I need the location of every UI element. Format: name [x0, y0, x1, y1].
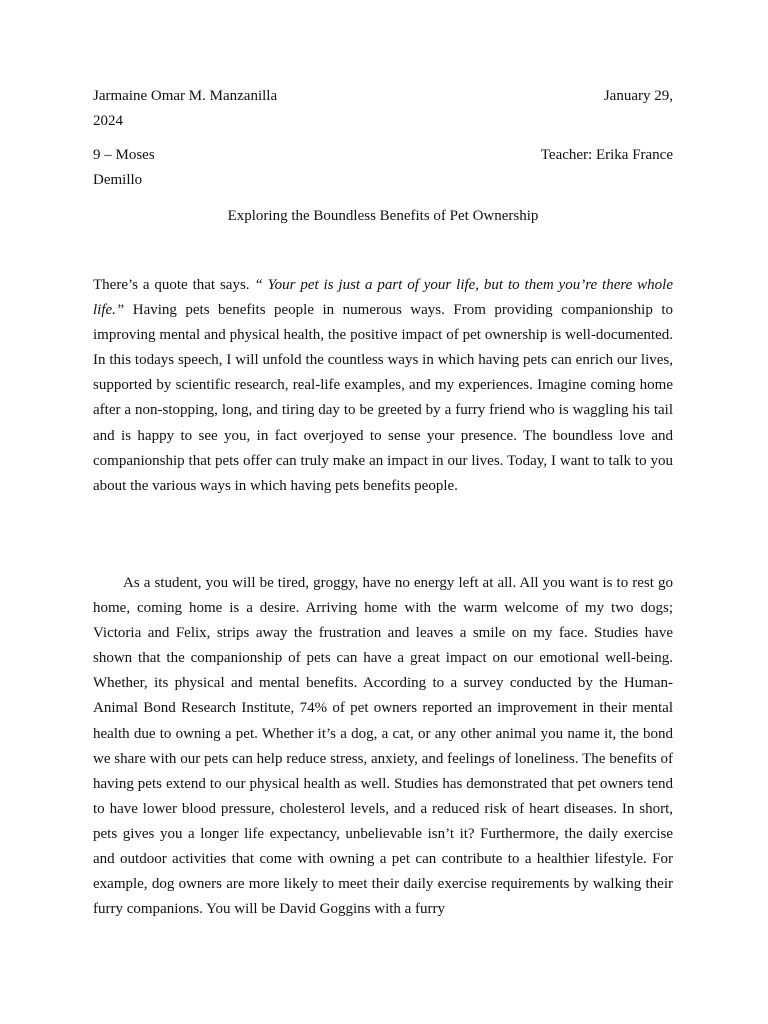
paragraph-1: [93, 273, 673, 499]
paragraph-2: As a student, you will be tired, groggy, have no energy left at all. All you want is to rest go home, coming home is a desire. Arriving home with the warm welcome of my two dogs; Victoria and Felix, strips away the frustration and leaves a smile on my face. Studies have shown that the companionship of pets can have a great impact on our emotional well-being. Whether, its physical and mental benefits. According to a survey conducted by the Human-Animal Bond Research Institute, 74% of pet owners reported an improvement in their mental health due to owning a pet. Whether it’s a dog, a cat, or any other animal you name it, the bond we share with our pets can help reduce stress, anxiety, and feelings of loneliness. The benefits of having pets extend to our physical health as well. Studies has demonstrated that pet owners tend to have lower blood pressure, cholesterol levels, and a reduced risk of heart diseases. In short, pets gives you a longer life expectancy, unbelievable isn’t it? Furthermore, the daily exercise and outdoor activities that come with owning a pet can contribute to a healthier lifestyle. For example, dog owners are more likely to meet their daily exercise requirements by walking their furry companions. You will be David Goggins with a furry: [93, 575, 673, 918]
date-line-2: 2024: [93, 113, 123, 129]
section-name: 9 – Moses: [93, 147, 155, 163]
teacher-line-2: Demillo: [93, 172, 143, 188]
teacher-line-1: Teacher: Erika France: [540, 147, 673, 163]
paragraph-1-quote: “ Your pet is just a part of your life, but to them you’re there whole life.”: [93, 277, 674, 319]
header-row-1: [93, 84, 673, 109]
author-name: Jarmaine Omar M. Manzanilla: [93, 88, 278, 104]
essay-title: Exploring the Boundless Benefits of Pet Ownership: [227, 208, 539, 224]
paragraph-1-rest: Having pets benefits people in numerous ways. From providing companionship to improving mental and physical health, the positive impact of pet ownership is well-documented. In this todays speech, I will unfold the countless ways in which having pets can enrich our lives, supported by scientific research, real-life examples, and my experiences. Imagine coming home after a non-stopping, long, and tiring day to be greeted by a furry friend who is waggling his tail and is happy to see you, in fact overjoyed to sense your presence. The boundless love and companionship that pets offer can truly make an impact in our lives. Today, I want to talk to you about the various ways in which having pets benefits people.: [93, 302, 673, 494]
paragraph-1-lead: There’s a quote that says.: [93, 277, 255, 293]
date-line-1: January 29,: [603, 88, 673, 104]
header-row-2: [93, 143, 673, 168]
